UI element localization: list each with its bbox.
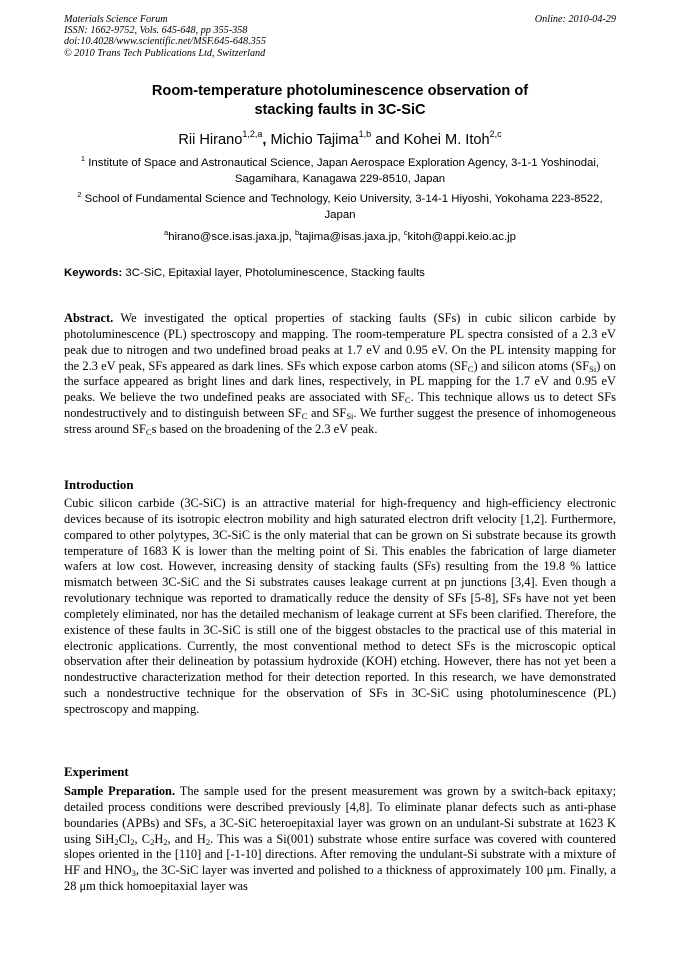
section-heading-experiment: Experiment <box>64 765 129 779</box>
author-sep-1: , <box>262 132 271 148</box>
subscript: 3 <box>131 868 136 879</box>
issn-line: ISSN: 1662-9752, Vols. 645-648, pp 355-358 <box>64 25 248 37</box>
subscript: C <box>301 411 308 422</box>
affiliation-2-text: School of Fundamental Science and Technology, Keio University, 3-14-1 Hiyoshi, Yokohama 223-8522, Japan <box>81 193 603 221</box>
affiliation-1-text: Institute of Space and Astronautical Science, Japan Aerospace Exploration Agency, 3-1-1 Yoshinodai, Sagamihara, Kanagawa 229-8510, Japan <box>85 157 600 185</box>
title-line-1: Room-temperature photoluminescence observation of <box>151 83 529 99</box>
subscript: 2 <box>150 836 155 847</box>
affiliation-2-number: 2 <box>77 190 82 199</box>
author-3: Kohei M. Itoh <box>403 132 490 148</box>
abstract-text-6: . We further suggest the presence of inhomogeneous stress around SF <box>64 406 617 436</box>
experiment-text-6: . This was a Si(001) substrate whose entire surface was covered with countered slopes oriented in the [110] and [-1-10] directions. After removing the undulant-Si substrate with a mixture of HF and HNO <box>64 831 616 878</box>
experiment-text-7: , the 3C-SiC layer was inverted and polished to a thickness of approximately 100 μm. Finally, a 28 μm thick homoepitaxial layer was <box>64 863 616 894</box>
author-2-affil: 1,b <box>358 129 372 139</box>
abstract-text-1: We investigated the optical properties of stacking faults (SFs) in cubic silicon carbide by photoluminescence (PL) spectroscopy and mapping. The room-temperature PL spectra consisted of a 2.3 eV peak due to nitrogen and two undefined broad peaks at 1.7 eV and 0.95 eV. On the PL intensity mapping for the 2.3 eV peak, SFs appeared as dark lines. SFs which expose carbon atoms (SF <box>64 311 616 373</box>
journal-name: Materials Science Forum <box>64 14 168 25</box>
paper-title <box>64 82 616 119</box>
email-b-mark: b <box>294 228 300 237</box>
abstract-text-2: ) and silicon atoms (SF <box>473 358 590 373</box>
email-a: hirano@sce.isas.jaxa.jp, <box>168 231 295 243</box>
email-c-mark: c <box>403 228 408 237</box>
subsection-label: Sample Preparation. <box>64 784 176 798</box>
abstract-text-4: . This technique allows us to detect SFs nondestructively and to distinguish between SF <box>64 390 616 421</box>
subscript: 2 <box>163 836 168 847</box>
subscript: 2 <box>114 836 119 847</box>
journal-header <box>64 14 616 59</box>
experiment-text-5: , and H <box>167 831 206 846</box>
subscript: Si <box>346 411 354 422</box>
author-emails <box>64 230 616 246</box>
abstract <box>64 311 616 438</box>
keywords <box>64 266 616 281</box>
keywords-label: Keywords: <box>64 267 123 279</box>
email-b: tajima@isas.jaxa.jp, <box>299 231 404 243</box>
doi-line: doi:10.4028/www.scientific.net/MSF.645-648.355 <box>64 36 266 48</box>
author-1: Rii Hirano <box>178 132 243 148</box>
experiment-text-2: Cl <box>118 831 131 846</box>
author-list <box>64 131 616 149</box>
online-date: Online: 2010-04-29 <box>534 14 616 25</box>
author-3-affil: 2,c <box>489 129 502 139</box>
experiment-paragraph <box>64 784 616 895</box>
email-c: kitoh@appi.keio.ac.jp <box>407 231 516 243</box>
subscript: C <box>467 363 474 374</box>
affiliation-2 <box>64 192 616 223</box>
experiment-text-1: The sample used for the present measurement was grown by a switch-back epitaxy; detailed process conditions were described previously [4,8]. To eliminate planar defects such as anti-phase boundaries (APBs) and SFs, a 3C-SiC heteroepitaxial layer was grown on an undulant-Si substrate at 1623 K using SiH <box>64 784 617 846</box>
author-sep-2: and <box>371 132 404 148</box>
email-a-mark: a <box>164 228 169 237</box>
abstract-text-7: s based on the broadening of the 2.3 eV peak. <box>151 421 378 436</box>
title-line-2: stacking faults in 3C-SiC <box>254 101 426 118</box>
author-1-affil: 1,2,a <box>242 129 263 139</box>
author-2: Michio Tajima <box>270 132 359 148</box>
abstract-label: Abstract. <box>64 311 114 325</box>
subscript: C <box>145 426 152 437</box>
subscript: C <box>404 395 411 406</box>
introduction-paragraph: Cubic silicon carbide (3C-SiC) is an attractive material for high-frequency and high-efficiency electronic devices because of its isotropic electron mobility and high saturated electron drift velocity [1,2]. Furthermore, compared to other polytypes, 3C-SiC is the only material that can be grown on Si substrate because its growth temperature of 1683 K is lower than the melting point of Si. This enables the fabrication of large diameter wafers at low cost. However, increasing density of stacking faults (SFs) resulting from the 19.8 % lattice mismatch between 3C-SiC and the Si substrates causes leakage current at pn junctions [3,4]. Even though a revolutionary technique was reported to dramatically reduce the density of SFs [5-8], SFs have not yet been completely eliminated, nor has the detailed mechanism of leakage current at SFs been clarified. Therefore, the existence of these faults in 3C-SiC is still one of the biggest obstacles to the practical use of this material in electronic applications. Currently, the most conventional method to detect SFs is the microscopic optical observation after their delineation by potassium hydroxide (KOH) etching. However, there has not yet been a nondestructive characterization method for their detection reported. In this research, we have demonstrated such a nondestructive technique for the observation of SFs in 3C-SiC using photoluminescence (PL) spectroscopy and mapping. <box>64 496 616 716</box>
experiment-text-3: , C <box>134 831 151 846</box>
copyright-line: © 2010 Trans Tech Publications Ltd, Switzerland <box>64 47 266 59</box>
keywords-text: 3C-SiC, Epitaxial layer, Photoluminescence, Stacking faults <box>122 267 425 279</box>
section-heading-introduction: Introduction <box>64 478 134 492</box>
abstract-text-5: and SF <box>307 406 347 421</box>
affiliation-1-number: 1 <box>80 154 86 163</box>
affiliation-1 <box>64 156 616 187</box>
subscript: 2 <box>205 836 211 847</box>
subscript: Si <box>589 363 597 374</box>
experiment-text-4: H <box>154 831 164 846</box>
subscript: 2 <box>130 836 135 847</box>
abstract-text-3: ) on the surface appeared as bright lines and dark lines, respectively, in PL mapping for the 1.7 eV and 0.95 eV peaks. We believe the two undefined peaks are associated with SF <box>64 358 617 405</box>
